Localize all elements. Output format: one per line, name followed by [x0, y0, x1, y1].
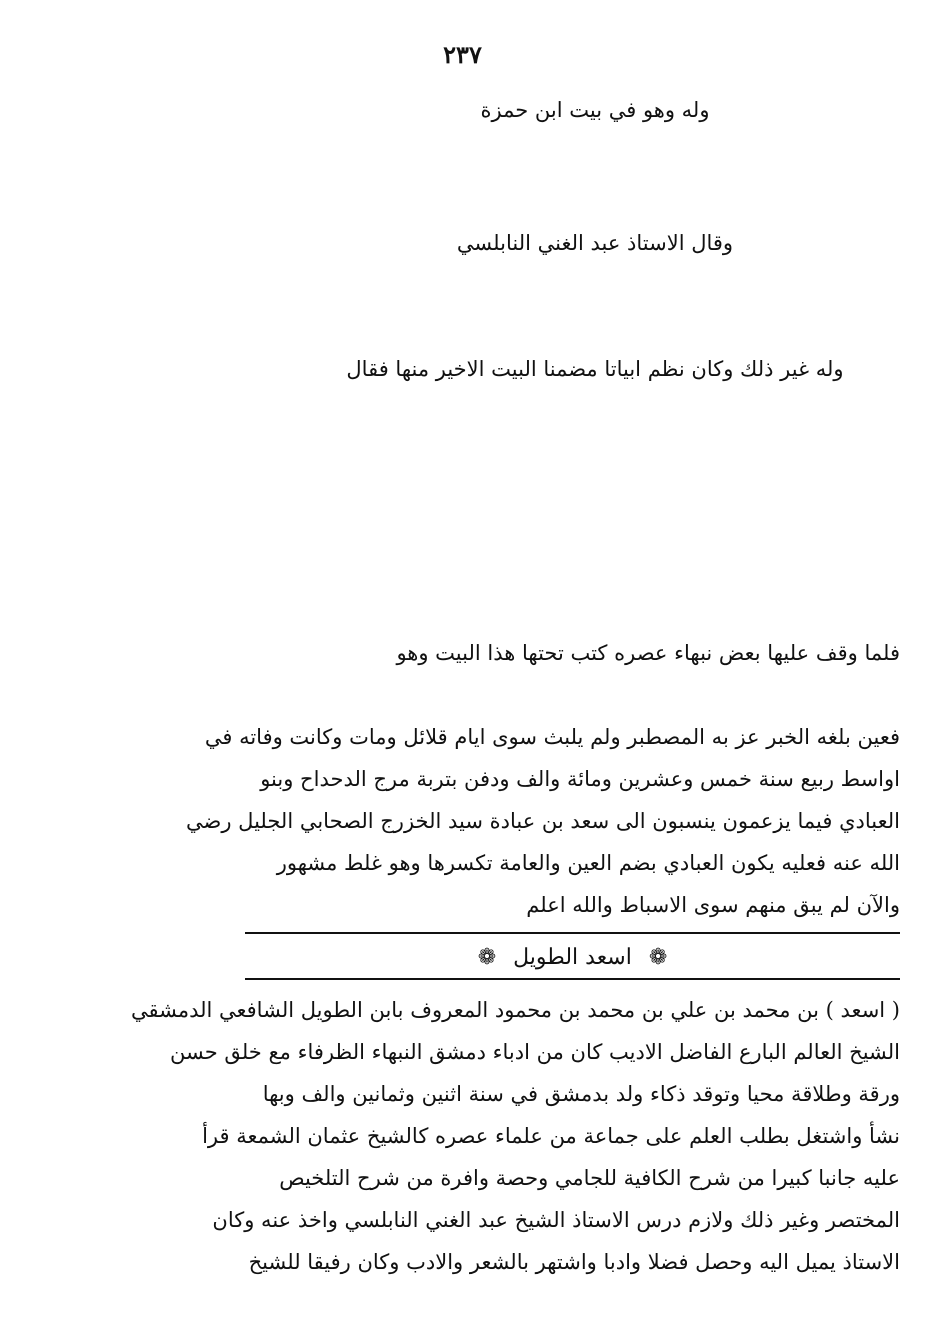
ornament-icon: ❁ — [648, 945, 668, 970]
prose-line: فعين بلغه الخبر عز به المصطبر ولم يلبث سوى ايام قلائل ومات وكانت وفاته في — [204, 725, 900, 749]
narrative-line: فلما وقف عليها بعض نبهاء عصره كتب تحتها هذا البيت وهو — [396, 641, 900, 665]
prose-line: ورقة وطلاقة محيا وتوقد ذكاء ولد بدمشق في سنة اثنين وثمانين والف وبها — [262, 1082, 900, 1106]
prose-line: الله عنه فعليه يكون العبادي بضم العين والعامة تكسرها وهو غلط مشهور — [276, 851, 900, 875]
prose-line: اواسط ربيع سنة خمس وعشرين ومائة والف ودفن بتربة مرج الدحداح وبنو — [260, 767, 900, 791]
section-heading — [245, 938, 900, 978]
poem-intro: وله غير ذلك وكان نظم ابياتا مضمنا البيت الاخير منها فقال — [346, 357, 844, 381]
page-number: ٢٣٧ — [443, 40, 482, 69]
prose-line: العبادي فيما يزعمون ينسبون الى سعد بن عبادة سيد الخزرج الصحابي الجليل رضي — [186, 809, 900, 833]
section-rule-bottom — [245, 978, 900, 980]
ornament-icon: ❁ — [477, 945, 497, 970]
prose-line: المختصر وغير ذلك ولازم درس الاستاذ الشيخ عبد الغني النابلسي واخذ عنه وكان — [212, 1208, 900, 1232]
prose-line: الشيخ العالم البارع الفاضل الاديب كان من ادباء دمشق النبهاء الظرفاء مع خلق حسن — [169, 1040, 900, 1064]
poem-intro: وله وهو في بيت ابن حمزة — [480, 98, 710, 122]
prose-line: والآن لم يبق منهم سوى الاسباط والله اعلم — [526, 893, 900, 917]
prose-line: ( اسعد ) بن محمد بن علي بن محمد بن محمود المعروف بابن الطويل الشافعي الدمشقي — [130, 998, 900, 1022]
section-rule-top — [245, 932, 900, 934]
section-title: اسعد الطويل — [513, 945, 632, 970]
prose-line: نشأ واشتغل بطلب العلم على جماعة من علماء عصره كالشيخ عثمان الشمعة قرأ — [202, 1124, 900, 1148]
prose-line: عليه جانبا كبيرا من شرح الكافية للجامي وحصة وافرة من شرح التلخيص — [279, 1166, 900, 1190]
poem-intro: وقال الاستاذ عبد الغني النابلسي — [456, 231, 734, 255]
prose-line: الاستاذ يميل اليه وحصل فضلا وادبا واشتهر بالشعر والادب وكان رفيقا للشيخ — [248, 1250, 900, 1274]
